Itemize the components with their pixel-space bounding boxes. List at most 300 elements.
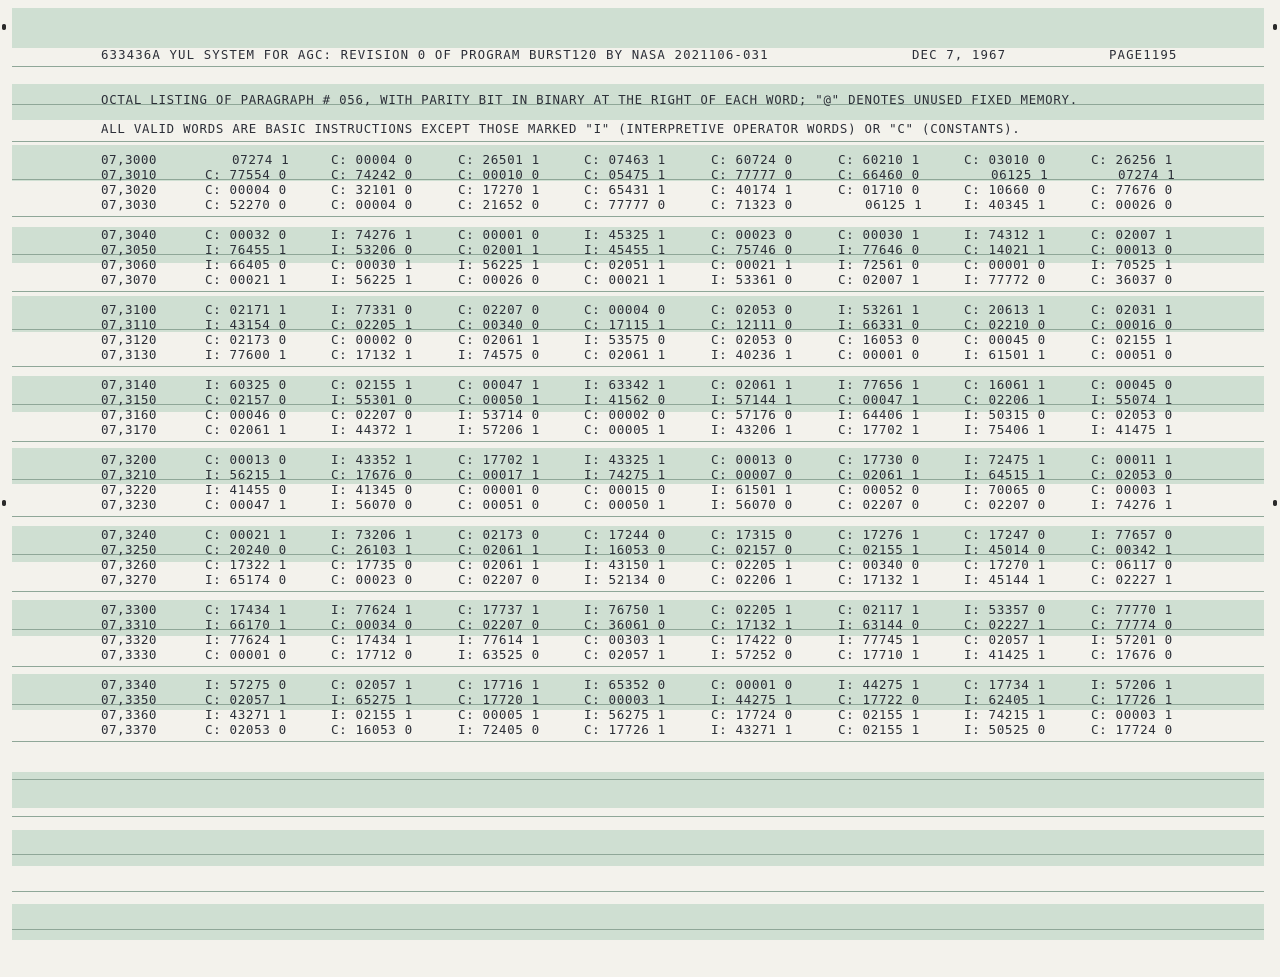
word-cell: C: 02210 0	[964, 317, 1046, 332]
word-cell: C: 26256 1	[1091, 152, 1173, 167]
word-cell: C: 26103 1	[331, 542, 413, 557]
word-cell: C: 00050 1	[584, 497, 666, 512]
word-cell: C: 17315 0	[711, 527, 793, 542]
word-cell: C: 00047 1	[458, 377, 540, 392]
word-cell: C: 00013 0	[205, 452, 287, 467]
row-address: 07,3000	[101, 152, 157, 167]
row-address: 07,3140	[101, 377, 157, 392]
word-cell: I: 63342 1	[584, 377, 666, 392]
word-cell: C: 00016 0	[1091, 317, 1173, 332]
word-cell: C: 00001 0	[458, 227, 540, 242]
word-cell: C: 00045 0	[1091, 377, 1173, 392]
word-cell: C: 77777 0	[711, 167, 793, 182]
row-address: 07,3370	[101, 722, 157, 737]
word-cell: C: 17730 0	[838, 452, 920, 467]
word-cell: I: 45144 1	[964, 572, 1046, 587]
word-cell: C: 57176 0	[711, 407, 793, 422]
word-cell: I: 55074 1	[1091, 392, 1173, 407]
word-cell: I: 63525 0	[458, 647, 540, 662]
ruling-line	[12, 216, 1264, 217]
word-cell: I: 73206 1	[331, 527, 413, 542]
word-cell: I: 45455 1	[584, 242, 666, 257]
word-cell: C: 00001 0	[838, 347, 920, 362]
word-cell: I: 65352 0	[584, 677, 666, 692]
word-cell: C: 02173 0	[205, 332, 287, 347]
word-cell: I: 56215 1	[205, 467, 287, 482]
word-cell: I: 41345 0	[331, 482, 413, 497]
word-cell: I: 53206 0	[331, 242, 413, 257]
word-cell: C: 02207 0	[964, 497, 1046, 512]
word-cell: C: 02001 1	[458, 242, 540, 257]
row-address: 07,3360	[101, 707, 157, 722]
word-cell: I: 77656 1	[838, 377, 920, 392]
word-cell: C: 02061 1	[458, 557, 540, 572]
word-cell: C: 02053 0	[205, 722, 287, 737]
ruling-line	[12, 291, 1264, 292]
word-cell: C: 02205 1	[711, 602, 793, 617]
word-cell: C: 02207 0	[458, 572, 540, 587]
word-cell: C: 17434 1	[331, 632, 413, 647]
word-cell: I: 56225 1	[331, 272, 413, 287]
word-cell: C: 17276 1	[838, 527, 920, 542]
ruling-line	[12, 141, 1264, 142]
word-cell: C: 36061 0	[584, 617, 666, 632]
word-cell: C: 00001 0	[711, 677, 793, 692]
word-cell: C: 00001 0	[964, 257, 1046, 272]
word-cell: I: 74215 1	[964, 707, 1046, 722]
word-cell: C: 74242 0	[331, 167, 413, 182]
word-cell: I: 40345 1	[964, 197, 1046, 212]
row-address: 07,3350	[101, 692, 157, 707]
word-cell: C: 00021 1	[205, 272, 287, 287]
word-cell: I: 70065 0	[964, 482, 1046, 497]
word-cell: C: 75746 0	[711, 242, 793, 257]
word-cell: C: 00303 1	[584, 632, 666, 647]
word-cell: I: 57275 0	[205, 677, 287, 692]
word-cell: C: 02007 1	[1091, 227, 1173, 242]
word-cell: C: 03010 0	[964, 152, 1046, 167]
ruling-line	[12, 441, 1264, 442]
ruling-line	[12, 366, 1264, 367]
word-cell: I: 74276 1	[331, 227, 413, 242]
word-cell: C: 02053 0	[711, 332, 793, 347]
word-cell: I: 64515 1	[964, 467, 1046, 482]
word-cell: C: 17720 1	[458, 692, 540, 707]
word-cell: C: 02061 1	[838, 467, 920, 482]
word-cell: C: 17247 0	[964, 527, 1046, 542]
word-cell: C: 00023 0	[331, 572, 413, 587]
word-cell: C: 00002 0	[331, 332, 413, 347]
word-cell: C: 17676 0	[331, 467, 413, 482]
ruling-line	[12, 666, 1264, 667]
word-cell: I: 41425 1	[964, 647, 1046, 662]
word-cell: C: 00030 1	[838, 227, 920, 242]
row-address: 07,3340	[101, 677, 157, 692]
word-cell: C: 00004 0	[331, 197, 413, 212]
row-address: 07,3170	[101, 422, 157, 437]
word-cell: I: 52134 0	[584, 572, 666, 587]
row-address: 07,3010	[101, 167, 157, 182]
word-cell: C: 02155 1	[838, 722, 920, 737]
description-line-2: ALL VALID WORDS ARE BASIC INSTRUCTIONS EXCEPT THOSE MARKED "I" (INTERPRETIVE OPERATOR WORDS) OR "C" (CONSTANTS).	[101, 121, 1021, 136]
word-cell: I: 53361 0	[711, 272, 793, 287]
row-address: 07,3060	[101, 257, 157, 272]
word-cell: C: 00003 1	[1091, 482, 1173, 497]
feed-hole	[1273, 500, 1277, 506]
word-cell: I: 57144 1	[711, 392, 793, 407]
ruling-line	[12, 816, 1264, 817]
row-address: 07,3270	[101, 572, 157, 587]
word-cell: I: 44275 1	[838, 677, 920, 692]
word-cell: C: 02053 0	[1091, 467, 1173, 482]
word-cell: C: 17270 1	[458, 182, 540, 197]
word-cell: I: 56070 0	[331, 497, 413, 512]
word-cell: I: 53714 0	[458, 407, 540, 422]
word-cell: I: 41455 0	[205, 482, 287, 497]
word-cell: I: 61501 1	[711, 482, 793, 497]
word-cell: I: 56225 1	[458, 257, 540, 272]
word-cell: C: 02057 1	[205, 692, 287, 707]
word-cell: C: 00005 1	[584, 422, 666, 437]
word-cell: C: 26501 1	[458, 152, 540, 167]
paper-band	[12, 830, 1264, 866]
word-cell: C: 17115 1	[584, 317, 666, 332]
ruling-line	[12, 591, 1264, 592]
word-cell: C: 00004 0	[331, 152, 413, 167]
word-cell: I: 57206 1	[1091, 677, 1173, 692]
word-cell: C: 07463 1	[584, 152, 666, 167]
row-address: 07,3200	[101, 452, 157, 467]
word-cell: C: 17702 1	[458, 452, 540, 467]
word-cell: I: 45014 0	[964, 542, 1046, 557]
word-cell: I: 72561 0	[838, 257, 920, 272]
word-cell: C: 10660 0	[964, 182, 1046, 197]
row-address: 07,3110	[101, 317, 157, 332]
word-cell: I: 44372 1	[331, 422, 413, 437]
word-cell: C: 00021 1	[711, 257, 793, 272]
word-cell: C: 17710 1	[838, 647, 920, 662]
word-cell: C: 14021 1	[964, 242, 1046, 257]
word-cell: C: 02157 0	[205, 392, 287, 407]
word-cell: I: 41475 1	[1091, 422, 1173, 437]
word-cell: C: 02171 1	[205, 302, 287, 317]
row-address: 07,3130	[101, 347, 157, 362]
word-cell: C: 02207 0	[458, 617, 540, 632]
word-cell: C: 66460 0	[838, 167, 920, 182]
word-cell: C: 12111 0	[711, 317, 793, 332]
word-cell: C: 02061 1	[458, 542, 540, 557]
word-cell: I: 53261 1	[838, 302, 920, 317]
word-cell: I: 43150 1	[584, 557, 666, 572]
word-cell: I: 72405 0	[458, 722, 540, 737]
word-cell: I: 77331 0	[331, 302, 413, 317]
word-cell: C: 00051 0	[1091, 347, 1173, 362]
word-cell: C: 17132 1	[838, 572, 920, 587]
row-address: 07,3120	[101, 332, 157, 347]
row-address: 07,3310	[101, 617, 157, 632]
header-page: PAGE1195	[1109, 47, 1178, 62]
word-cell: I: 50525 0	[964, 722, 1046, 737]
word-cell: I: 41562 0	[584, 392, 666, 407]
feed-hole	[1273, 24, 1277, 30]
word-cell: C: 17724 0	[1091, 722, 1173, 737]
word-cell: C: 20240 0	[205, 542, 287, 557]
word-cell: C: 02205 1	[711, 557, 793, 572]
row-address: 07,3330	[101, 647, 157, 662]
row-address: 07,3210	[101, 467, 157, 482]
word-cell: C: 00047 1	[205, 497, 287, 512]
word-cell: C: 00340 0	[458, 317, 540, 332]
row-address: 07,3230	[101, 497, 157, 512]
ruling-line	[12, 929, 1264, 930]
word-cell: C: 00003 1	[1091, 707, 1173, 722]
word-cell: C: 60210 1	[838, 152, 920, 167]
word-cell: I: 77745 1	[838, 632, 920, 647]
word-cell: C: 02061 1	[458, 332, 540, 347]
word-cell: I: 74575 0	[458, 347, 540, 362]
row-address: 07,3020	[101, 182, 157, 197]
word-cell: C: 21652 0	[458, 197, 540, 212]
word-cell: C: 02155 1	[1091, 332, 1173, 347]
word-cell: C: 17244 0	[584, 527, 666, 542]
word-cell: C: 00032 0	[205, 227, 287, 242]
word-cell: C: 02206 1	[964, 392, 1046, 407]
feed-hole	[2, 24, 6, 30]
row-address: 07,3100	[101, 302, 157, 317]
word-cell: C: 77770 1	[1091, 602, 1173, 617]
word-cell: C: 00052 0	[838, 482, 920, 497]
word-cell: C: 40174 1	[711, 182, 793, 197]
word-cell: I: 56275 1	[584, 707, 666, 722]
word-cell: I: 43271 1	[205, 707, 287, 722]
word-cell: C: 02205 1	[331, 317, 413, 332]
word-cell: C: 01710 0	[838, 182, 920, 197]
word-cell: C: 16061 1	[964, 377, 1046, 392]
word-cell: C: 00047 1	[838, 392, 920, 407]
word-cell: I: 74312 1	[964, 227, 1046, 242]
word-cell: C: 02057 1	[964, 632, 1046, 647]
word-cell: C: 00015 0	[584, 482, 666, 497]
word-cell: C: 00342 1	[1091, 542, 1173, 557]
ruling-line	[12, 741, 1264, 742]
word-cell: I: 63144 0	[838, 617, 920, 632]
word-cell: C: 17712 0	[331, 647, 413, 662]
header-date: DEC 7, 1967	[912, 47, 1007, 62]
word-cell: I: 57206 1	[458, 422, 540, 437]
word-cell: C: 20613 1	[964, 302, 1046, 317]
word-cell: C: 02206 1	[711, 572, 793, 587]
word-cell: C: 02051 1	[584, 257, 666, 272]
word-cell: C: 00030 1	[331, 257, 413, 272]
ruling-line	[12, 891, 1264, 892]
word-cell: C: 17676 0	[1091, 647, 1173, 662]
word-cell: C: 06117 0	[1091, 557, 1173, 572]
word-cell: 06125 1	[991, 167, 1049, 182]
word-cell: C: 00007 0	[711, 467, 793, 482]
word-cell: C: 02207 0	[838, 497, 920, 512]
word-cell: C: 17722 0	[838, 692, 920, 707]
word-cell: I: 75406 1	[964, 422, 1046, 437]
row-address: 07,3250	[101, 542, 157, 557]
word-cell: C: 16053 0	[331, 722, 413, 737]
word-cell: C: 00005 1	[458, 707, 540, 722]
word-cell: C: 17734 1	[964, 677, 1046, 692]
word-cell: C: 02207 0	[331, 407, 413, 422]
word-cell: C: 02155 1	[838, 542, 920, 557]
word-cell: I: 77624 1	[205, 632, 287, 647]
word-cell: C: 00003 1	[584, 692, 666, 707]
word-cell: C: 02227 1	[1091, 572, 1173, 587]
row-address: 07,3160	[101, 407, 157, 422]
row-address: 07,3050	[101, 242, 157, 257]
word-cell: 06125 1	[865, 197, 923, 212]
word-cell: C: 17132 1	[711, 617, 793, 632]
word-cell: I: 43271 1	[711, 722, 793, 737]
word-cell: C: 17726 1	[1091, 692, 1173, 707]
word-cell: I: 66170 1	[205, 617, 287, 632]
word-cell: C: 60724 0	[711, 152, 793, 167]
word-cell: C: 77676 0	[1091, 182, 1173, 197]
word-cell: I: 16053 0	[584, 542, 666, 557]
word-cell: C: 17735 0	[331, 557, 413, 572]
row-address: 07,3300	[101, 602, 157, 617]
ruling-line	[12, 779, 1264, 780]
word-cell: I: 65275 1	[331, 692, 413, 707]
word-cell: I: 53575 0	[584, 332, 666, 347]
word-cell: C: 02031 1	[1091, 302, 1173, 317]
word-cell: I: 76750 1	[584, 602, 666, 617]
word-cell: C: 00026 0	[1091, 197, 1173, 212]
word-cell: 07274 1	[232, 152, 290, 167]
word-cell: C: 00004 0	[584, 302, 666, 317]
description-line-1: OCTAL LISTING OF PARAGRAPH # 056, WITH PARITY BIT IN BINARY AT THE RIGHT OF EACH WORD; "@" DENOTES UNUSED FIXED MEMORY.	[101, 92, 1078, 107]
word-cell: I: 02155 1	[331, 707, 413, 722]
header-left: 633436A YUL SYSTEM FOR AGC: REVISION 0 OF PROGRAM BURST120 BY NASA 2021106-031	[101, 47, 769, 62]
row-address: 07,3220	[101, 482, 157, 497]
word-cell: C: 17702 1	[838, 422, 920, 437]
word-cell: C: 00034 0	[331, 617, 413, 632]
word-cell: I: 65174 0	[205, 572, 287, 587]
word-cell: I: 77772 0	[964, 272, 1046, 287]
word-cell: C: 77554 0	[205, 167, 287, 182]
word-cell: C: 16053 0	[838, 332, 920, 347]
word-cell: C: 17422 0	[711, 632, 793, 647]
row-address: 07,3030	[101, 197, 157, 212]
word-cell: C: 02207 0	[458, 302, 540, 317]
word-cell: C: 02057 1	[331, 677, 413, 692]
word-cell: C: 32101 0	[331, 182, 413, 197]
row-address: 07,3150	[101, 392, 157, 407]
word-cell: C: 36037 0	[1091, 272, 1173, 287]
word-cell: C: 00340 0	[838, 557, 920, 572]
word-cell: I: 74275 1	[584, 467, 666, 482]
word-cell: I: 45325 1	[584, 227, 666, 242]
word-cell: I: 74276 1	[1091, 497, 1173, 512]
word-cell: C: 17132 1	[331, 347, 413, 362]
word-cell: C: 00046 0	[205, 407, 287, 422]
word-cell: C: 77774 0	[1091, 617, 1173, 632]
word-cell: C: 02053 0	[711, 302, 793, 317]
word-cell: 07274 1	[1118, 167, 1176, 182]
word-cell: C: 00001 0	[458, 482, 540, 497]
ruling-line	[12, 854, 1264, 855]
word-cell: I: 61501 1	[964, 347, 1046, 362]
word-cell: I: 57201 0	[1091, 632, 1173, 647]
word-cell: C: 00013 0	[711, 452, 793, 467]
word-cell: C: 02057 1	[584, 647, 666, 662]
word-cell: C: 00017 1	[458, 467, 540, 482]
row-address: 07,3040	[101, 227, 157, 242]
word-cell: I: 50315 0	[964, 407, 1046, 422]
word-cell: C: 02117 1	[838, 602, 920, 617]
word-cell: C: 00011 1	[1091, 452, 1173, 467]
word-cell: C: 71323 0	[711, 197, 793, 212]
word-cell: I: 77657 0	[1091, 527, 1173, 542]
word-cell: C: 02053 0	[1091, 407, 1173, 422]
word-cell: I: 76455 1	[205, 242, 287, 257]
ruling-line	[12, 66, 1264, 67]
word-cell: C: 02155 1	[838, 707, 920, 722]
word-cell: I: 66405 0	[205, 257, 287, 272]
word-cell: C: 00004 0	[205, 182, 287, 197]
word-cell: I: 72475 1	[964, 452, 1046, 467]
word-cell: C: 02007 1	[838, 272, 920, 287]
word-cell: C: 02061 1	[584, 347, 666, 362]
word-cell: C: 00023 0	[711, 227, 793, 242]
row-address: 07,3260	[101, 557, 157, 572]
word-cell: C: 17434 1	[205, 602, 287, 617]
word-cell: I: 77614 1	[458, 632, 540, 647]
word-cell: C: 00051 0	[458, 497, 540, 512]
word-cell: C: 17270 1	[964, 557, 1046, 572]
word-cell: C: 00010 0	[458, 167, 540, 182]
word-cell: I: 53357 0	[964, 602, 1046, 617]
word-cell: C: 17716 1	[458, 677, 540, 692]
word-cell: C: 00050 1	[458, 392, 540, 407]
paper-band	[12, 904, 1264, 940]
word-cell: C: 00026 0	[458, 272, 540, 287]
word-cell: C: 17737 1	[458, 602, 540, 617]
word-cell: C: 77777 0	[584, 197, 666, 212]
word-cell: C: 00045 0	[964, 332, 1046, 347]
word-cell: C: 00021 1	[584, 272, 666, 287]
word-cell: C: 00001 0	[205, 647, 287, 662]
word-cell: I: 43154 0	[205, 317, 287, 332]
paper-band	[12, 8, 1264, 48]
ruling-line	[12, 516, 1264, 517]
word-cell: C: 02227 1	[964, 617, 1046, 632]
word-cell: I: 56070 0	[711, 497, 793, 512]
word-cell: C: 52270 0	[205, 197, 287, 212]
word-cell: C: 17724 0	[711, 707, 793, 722]
word-cell: C: 00021 1	[205, 527, 287, 542]
word-cell: C: 02173 0	[458, 527, 540, 542]
word-cell: I: 66331 0	[838, 317, 920, 332]
word-cell: I: 77624 1	[331, 602, 413, 617]
word-cell: I: 77646 0	[838, 242, 920, 257]
word-cell: I: 57252 0	[711, 647, 793, 662]
word-cell: I: 64406 1	[838, 407, 920, 422]
word-cell: C: 02155 1	[331, 377, 413, 392]
word-cell: C: 00002 0	[584, 407, 666, 422]
word-cell: I: 44275 1	[711, 692, 793, 707]
word-cell: C: 17726 1	[584, 722, 666, 737]
row-address: 07,3070	[101, 272, 157, 287]
word-cell: I: 62405 1	[964, 692, 1046, 707]
word-cell: I: 40236 1	[711, 347, 793, 362]
feed-hole	[2, 500, 6, 506]
word-cell: C: 17322 1	[205, 557, 287, 572]
